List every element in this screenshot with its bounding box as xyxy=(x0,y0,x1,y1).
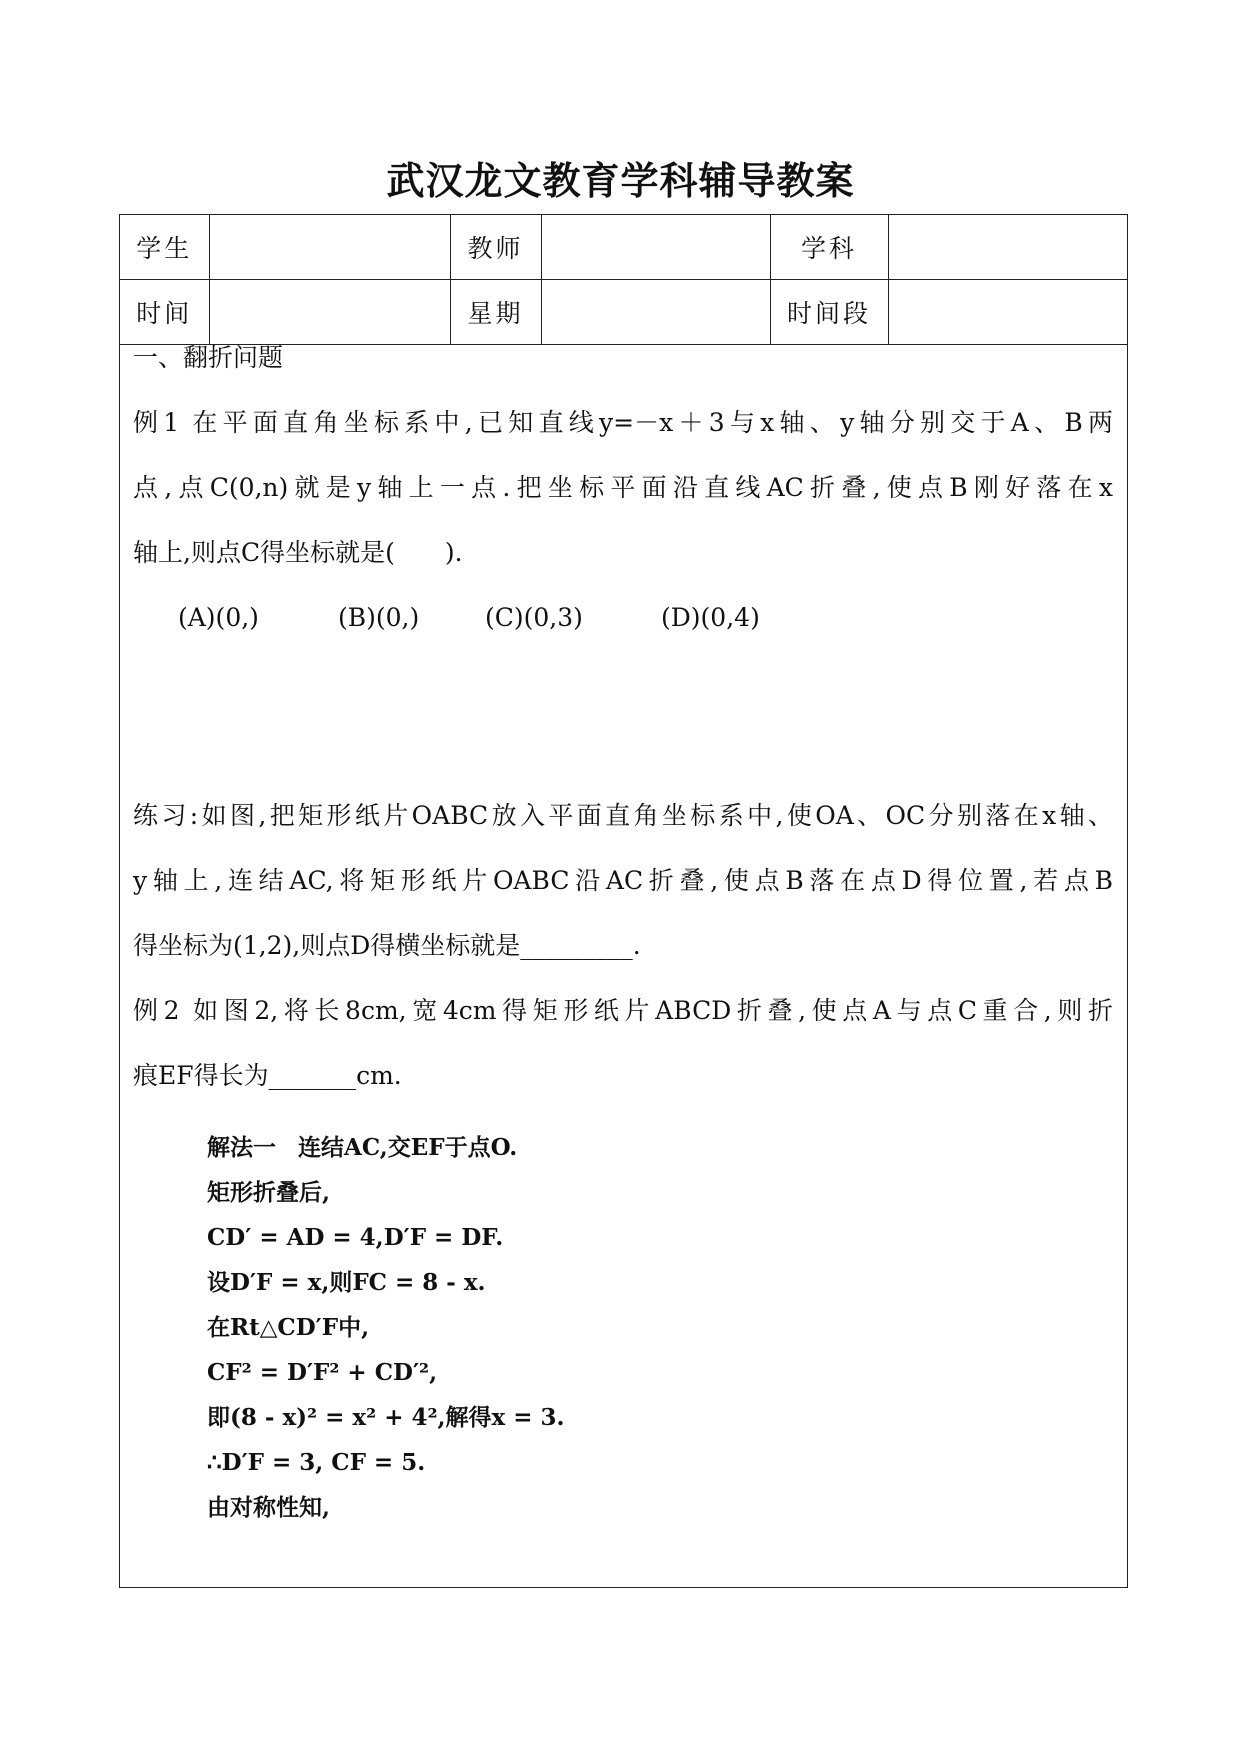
student-label: 学生 xyxy=(120,215,209,280)
solution-line: ∴D′F = 3, CF = 5. xyxy=(207,1449,426,1476)
solution-line: 由对称性知, xyxy=(207,1494,331,1521)
practice-line: 得坐标为(1,2),则点D得横坐标就是_________. xyxy=(133,931,641,960)
period-value xyxy=(888,280,1127,345)
solution-first-line xyxy=(207,1136,517,1159)
subject-value xyxy=(888,215,1127,280)
solution-line: 矩形折叠后, xyxy=(207,1179,331,1206)
time-value xyxy=(209,280,450,345)
solution-line: 即(8 - x)² = x² + 4²,解得x = 3. xyxy=(207,1404,565,1431)
subject-label: 学科 xyxy=(770,215,888,280)
example2-line: 痕EF得长为_______cm. xyxy=(133,1061,402,1090)
solution-heading: 解法一 xyxy=(207,1134,276,1161)
example1-line: 轴上,则点C得坐标就是( ). xyxy=(133,538,463,567)
solution-line: 在Rt△CD′F中, xyxy=(207,1314,370,1341)
example1-line: 例1 在平面直角坐标系中,已知直线y=－x＋3与x轴、y轴分别交于A、B两 xyxy=(133,408,1113,437)
practice-line: y轴上,连结AC,将矩形纸片OABC沿AC折叠,使点B落在点D得位置,若点B xyxy=(133,866,1113,895)
option-b: (B)(0,) xyxy=(338,603,420,632)
time-label: 时间 xyxy=(120,280,209,345)
section-heading: 一、翻折问题 xyxy=(133,343,284,372)
option-a: (A)(0,) xyxy=(178,603,259,632)
teacher-value xyxy=(541,215,770,280)
solution-line: 设D′F = x,则FC = 8 - x. xyxy=(207,1269,486,1296)
student-value xyxy=(209,215,450,280)
weekday-value xyxy=(541,280,770,345)
period-label: 时间段 xyxy=(770,280,888,345)
option-c: (C)(0,3) xyxy=(485,603,583,632)
teacher-label: 教师 xyxy=(450,215,541,280)
solution-text: 连结AC,交EF于点O. xyxy=(298,1134,518,1161)
example1-line: 点,点C(0,n)就是y轴上一点.把坐标平面沿直线AC折叠,使点B刚好落在x xyxy=(133,473,1113,502)
header-row-2 xyxy=(120,280,1127,345)
page-title: 武汉龙文教育学科辅导教案 xyxy=(386,159,855,203)
example2-line: 例2 如图2,将长8cm,宽4cm得矩形纸片ABCD折叠,使点A与点C重合,则折 xyxy=(133,996,1113,1025)
solution-line: CD′ = AD = 4,D′F = DF. xyxy=(207,1224,504,1251)
weekday-label: 星期 xyxy=(450,280,541,345)
lesson-plan-frame xyxy=(119,214,1128,1588)
header-row-1 xyxy=(120,215,1127,280)
practice-line: 练习:如图,把矩形纸片OABC放入平面直角坐标系中,使OA、OC分别落在x轴、 xyxy=(133,801,1113,830)
option-d: (D)(0,4) xyxy=(661,603,760,632)
header-info-table xyxy=(120,215,1127,345)
solution-line: CF² = D′F² + CD′², xyxy=(207,1359,438,1386)
